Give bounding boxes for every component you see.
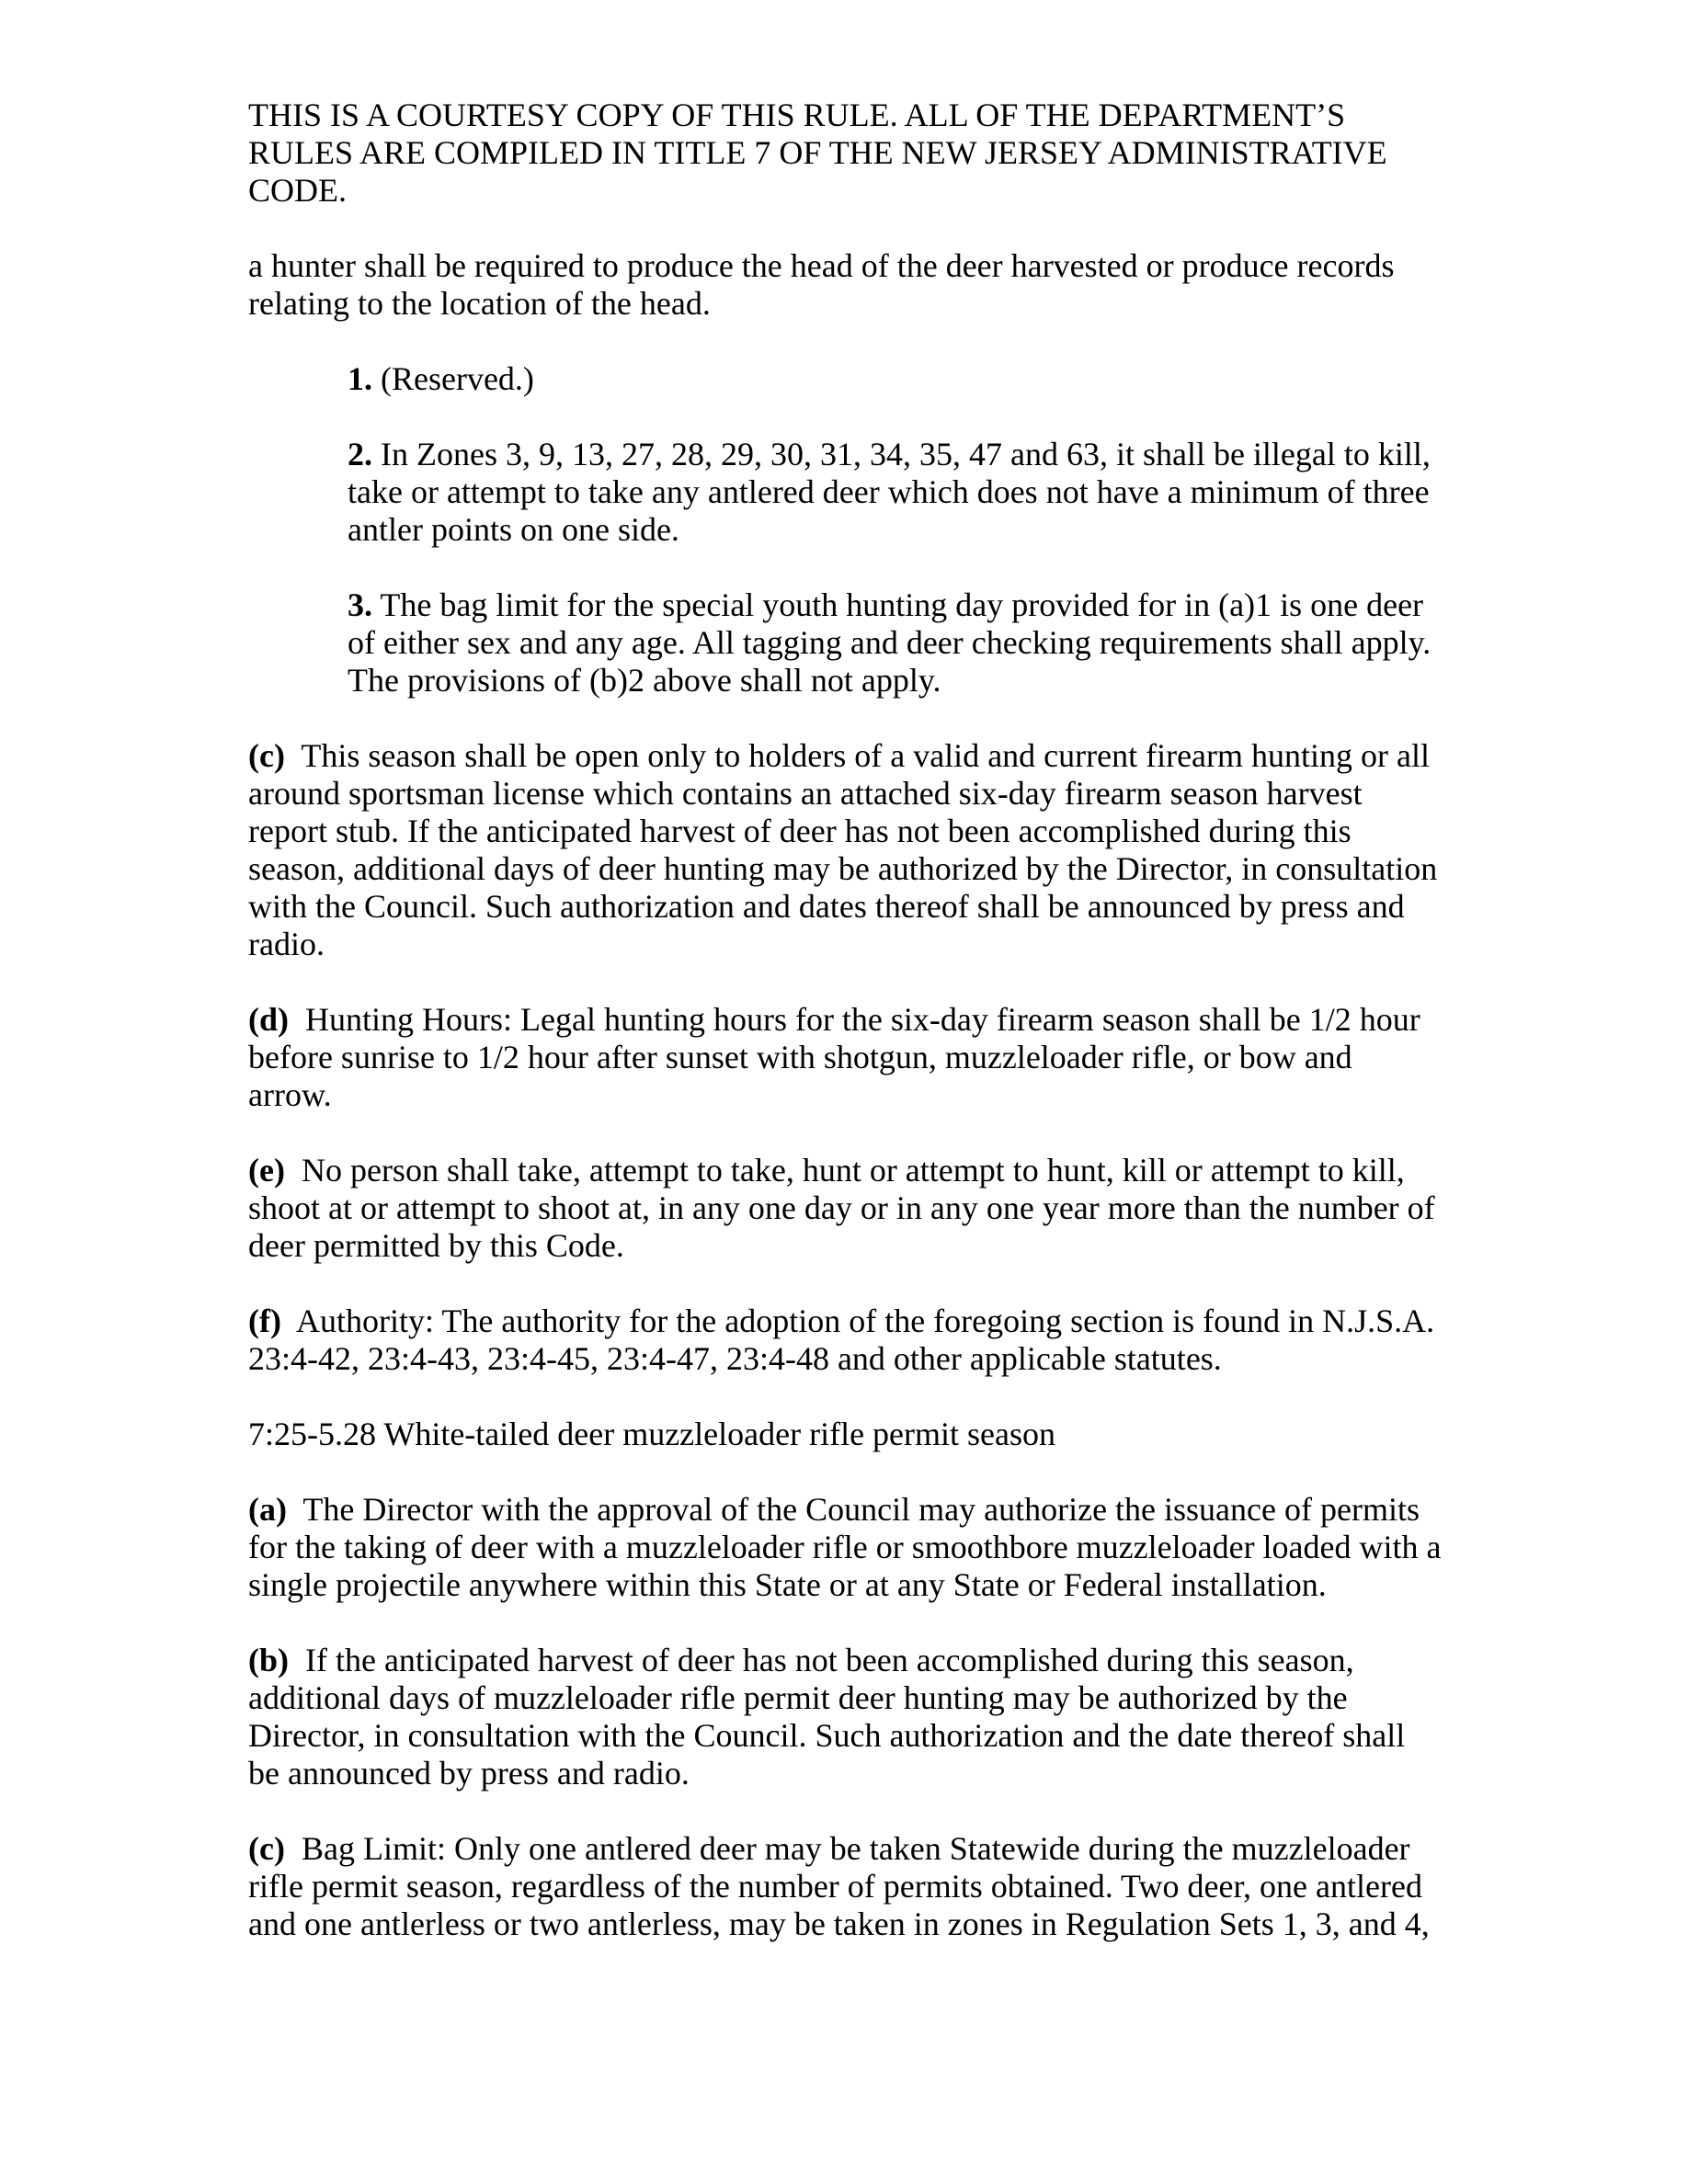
- list-item-3: [248, 586, 1443, 700]
- item-text: The bag limit for the special youth hunting day provided for in (a)1 is one deer of either sex and any age. All tagging and deer checking requirements shall apply. The provisions of (b)2 above shall not apply.: [348, 586, 1431, 699]
- section-c-bag-limit: [248, 1830, 1443, 1943]
- section-mark: (e): [248, 1152, 285, 1189]
- list-item-1: [248, 360, 1443, 398]
- section-a: [248, 1491, 1443, 1604]
- item-number: 2.: [348, 436, 372, 472]
- intro-paragraph: a hunter shall be required to produce the head of the deer harvested or produce records relating to the location of the head.: [248, 247, 1395, 322]
- section-e: [248, 1152, 1443, 1265]
- section-text: This season shall be open only to holders of a valid and current firearm hunting or all around sportsman license which contains an attached six-day firearm season harvest report stub. If the anticipated harvest of deer has not been accomplished during this season, additional days of deer hunting may be authorized by the Director, in consultation with the Council. Such authorization and dates thereof shall be announced by press and radio.: [248, 737, 1438, 962]
- section-mark: (b): [248, 1642, 289, 1678]
- list-item-2: [248, 436, 1443, 549]
- section-f: [248, 1302, 1443, 1378]
- section-mark: (c): [248, 737, 285, 774]
- section-text: Bag Limit: Only one antlered deer may be taken Statewide during the muzzleloader rifle permit season, regardless of the number of permits obtained. Two deer, one antlered and one antlerless or two antlerless, may be taken in zones in Regulation Sets 1, 3, and 4,: [248, 1830, 1430, 1942]
- section-mark: (d): [248, 1001, 289, 1038]
- section-heading: 7:25-5.28 White-tailed deer muzzleloader rifle permit season: [248, 1416, 1055, 1452]
- page-content: [248, 97, 1443, 1981]
- section-b: [248, 1642, 1443, 1792]
- section-text: If the anticipated harvest of deer has not been accomplished during this season, additional days of muzzleloader rifle permit deer hunting may be authorized by the Director, in consultation with the Council. Such authorization and the date thereof shall be announced by press and radio.: [248, 1642, 1406, 1792]
- section-text: The Director with the approval of the Council may authorize the issuance of permits for the taking of deer with a muzzleloader rifle or smoothbore muzzleloader loaded with a single projectile anywhere within this State or at any State or Federal installation.: [248, 1491, 1442, 1603]
- item-text: In Zones 3, 9, 13, 27, 28, 29, 30, 31, 34, 35, 47 and 63, it shall be illegal to kill, take or attempt to take any antlered deer which does not have a minimum of three antler points on one side.: [348, 436, 1431, 548]
- item-number: 1.: [348, 360, 372, 397]
- item-number: 3.: [348, 586, 372, 623]
- section-c: [248, 737, 1443, 963]
- section-mark: (f): [248, 1302, 281, 1339]
- section-text: Authority: The authority for the adoption of the foregoing section is found in N.J.S.A. 23:4-42, 23:4-43, 23:4-45, 23:4-47, 23:4-48 and other applicable statutes.: [248, 1302, 1435, 1377]
- section-mark: (c): [248, 1830, 285, 1867]
- item-text: (Reserved.): [381, 360, 534, 397]
- courtesy-copy-notice: THIS IS A COURTESY COPY OF THIS RULE. ALL OF THE DEPARTMENT’S RULES ARE COMPILED IN TITLE 7 OF THE NEW JERSEY ADMINISTRATIVE CODE.: [248, 97, 1387, 209]
- section-mark: (a): [248, 1491, 287, 1528]
- section-text: Hunting Hours: Legal hunting hours for the six-day firearm season shall be 1/2 hour before sunrise to 1/2 hour after sunset with shotgun, muzzleloader rifle, or bow and arrow.: [248, 1001, 1420, 1113]
- section-d: [248, 1001, 1443, 1114]
- section-text: No person shall take, attempt to take, hunt or attempt to hunt, kill or attempt to kill, shoot at or attempt to shoot at, in any one day or in any one year more than the number of deer permitted by this Code.: [248, 1152, 1435, 1264]
